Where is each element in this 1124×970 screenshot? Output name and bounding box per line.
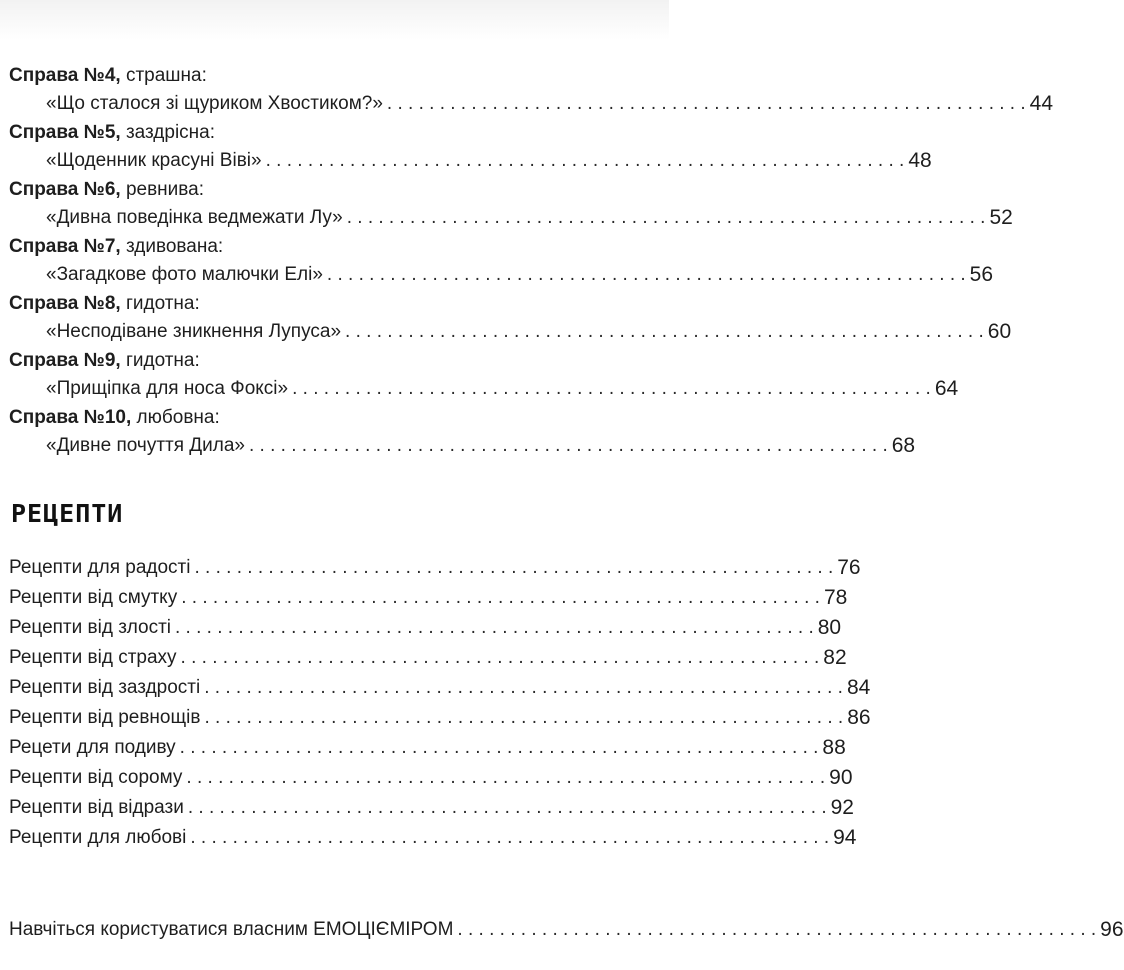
recipe-title: Рецепти від відрази bbox=[9, 797, 184, 818]
case-entry[interactable] bbox=[9, 233, 994, 290]
page-number: 94 bbox=[833, 826, 857, 849]
case-number: Справа №9, bbox=[9, 350, 121, 371]
dot-leader: . . . . . . . . . . . . . . . . . . . . . . . . . . . . . . . . . . . . . . . . . . . . . . . . . . . . . . . . . . . . . bbox=[180, 647, 820, 668]
page-number: 68 bbox=[891, 434, 916, 457]
emotion-meter-section bbox=[9, 914, 1124, 946]
recipe-entry[interactable] bbox=[9, 643, 847, 673]
page-number: 88 bbox=[822, 736, 846, 759]
emotion-meter-entry[interactable] bbox=[9, 914, 1124, 946]
case-number: Справа №6, bbox=[9, 179, 121, 200]
case-title: «Прищіпка для носа Фоксі» bbox=[46, 378, 289, 399]
page-number: 78 bbox=[823, 586, 848, 609]
case-entry[interactable] bbox=[9, 119, 932, 176]
case-mood: ревнива: bbox=[120, 179, 205, 200]
case-heading bbox=[9, 347, 654, 374]
recipe-title: Рецепти від заздрості bbox=[9, 677, 201, 698]
case-entry[interactable] bbox=[9, 290, 1012, 347]
case-heading bbox=[9, 233, 654, 260]
case-title: «Несподіване зникнення Лупуса» bbox=[46, 321, 342, 342]
case-title-line bbox=[9, 374, 959, 403]
page-number: 48 bbox=[908, 149, 932, 172]
dot-leader: . . . . . . . . . . . . . . . . . . . . . . . . . . . . . . . . . . . . . . . . . . . . . . . . . . . . . . . . . . . . . bbox=[249, 435, 888, 456]
page-number: 60 bbox=[987, 320, 1012, 343]
recipe-entry[interactable] bbox=[9, 553, 861, 583]
page-number: 90 bbox=[829, 766, 853, 789]
emotion-meter-title: Навчіться користуватися власним ЕМОЦІЄМІРОМ bbox=[9, 919, 454, 940]
page-number: 44 bbox=[1029, 92, 1054, 115]
dot-leader: . . . . . . . . . . . . . . . . . . . . . . . . . . . . . . . . . . . . . . . . . . . . . . . . . . . . . . . . . . . . . bbox=[265, 150, 905, 171]
case-entry[interactable] bbox=[9, 347, 959, 404]
recipe-title: Рецепти від ревнощів bbox=[9, 707, 201, 728]
recipes-section-heading: РЕЦЕПТИ bbox=[11, 499, 124, 528]
page-number: 80 bbox=[817, 616, 842, 639]
case-mood: здивована: bbox=[120, 236, 224, 257]
case-entry[interactable] bbox=[9, 404, 916, 461]
case-mood: любовна: bbox=[131, 407, 220, 428]
dot-leader: . . . . . . . . . . . . . . . . . . . . . . . . . . . . . . . . . . . . . . . . . . . . . . . . . . . . . . . . . . . . . bbox=[457, 919, 1097, 940]
cases-list bbox=[9, 62, 1054, 461]
case-title-line bbox=[9, 317, 1012, 346]
recipe-title: Рецети для подиву bbox=[9, 737, 176, 758]
case-number: Справа №10, bbox=[9, 407, 132, 428]
page-number: 56 bbox=[969, 263, 994, 286]
dot-leader: . . . . . . . . . . . . . . . . . . . . . . . . . . . . . . . . . . . . . . . . . . . . . . . . . . . . . . . . . . . . . bbox=[326, 264, 966, 285]
case-title-line bbox=[9, 260, 994, 289]
case-heading bbox=[9, 62, 654, 89]
case-title: «Що сталося зі щуриком Хвостиком?» bbox=[46, 93, 383, 114]
recipe-entry[interactable] bbox=[9, 583, 848, 613]
case-heading bbox=[9, 176, 654, 203]
recipe-entry[interactable] bbox=[9, 673, 871, 703]
case-title-line bbox=[9, 146, 932, 175]
dot-leader: . . . . . . . . . . . . . . . . . . . . . . . . . . . . . . . . . . . . . . . . . . . . . . . . . . . . . . . . . . . . . bbox=[186, 767, 826, 788]
page-bleed-shadow bbox=[0, 0, 669, 40]
dot-leader: . . . . . . . . . . . . . . . . . . . . . . . . . . . . . . . . . . . . . . . . . . . . . . . . . . . . . . . . . . . . . bbox=[204, 707, 844, 728]
case-entry[interactable] bbox=[9, 62, 1054, 119]
page-number: 52 bbox=[989, 206, 1013, 229]
page-number: 82 bbox=[823, 646, 847, 669]
case-title-line bbox=[9, 89, 1054, 118]
case-title-line bbox=[9, 203, 1013, 232]
page-number: 92 bbox=[830, 796, 854, 819]
case-mood: гидотна: bbox=[120, 293, 200, 314]
case-number: Справа №8, bbox=[9, 293, 121, 314]
recipe-entry[interactable] bbox=[9, 823, 857, 853]
recipe-title: Рецепти для радості bbox=[9, 557, 191, 578]
recipe-entry[interactable] bbox=[9, 703, 871, 733]
page-number: 76 bbox=[837, 556, 861, 579]
dot-leader: . . . . . . . . . . . . . . . . . . . . . . . . . . . . . . . . . . . . . . . . . . . . . . . . . . . . . . . . . . . . . bbox=[292, 378, 931, 399]
recipe-title: Рецепти від сорому bbox=[9, 767, 183, 788]
case-heading bbox=[9, 290, 654, 317]
dot-leader: . . . . . . . . . . . . . . . . . . . . . . . . . . . . . . . . . . . . . . . . . . . . . . . . . . . . . . . . . . . . . bbox=[345, 321, 984, 342]
dot-leader: . . . . . . . . . . . . . . . . . . . . . . . . . . . . . . . . . . . . . . . . . . . . . . . . . . . . . . . . . . . . . bbox=[190, 827, 830, 848]
recipe-title: Рецепти від страху bbox=[9, 647, 177, 668]
dot-leader: . . . . . . . . . . . . . . . . . . . . . . . . . . . . . . . . . . . . . . . . . . . . . . . . . . . . . . . . . . . . . bbox=[187, 797, 827, 818]
dot-leader: . . . . . . . . . . . . . . . . . . . . . . . . . . . . . . . . . . . . . . . . . . . . . . . . . . . . . . . . . . . . . bbox=[204, 677, 843, 698]
case-heading bbox=[9, 404, 654, 431]
recipe-entry[interactable] bbox=[9, 763, 853, 793]
recipe-entry[interactable] bbox=[9, 793, 854, 823]
recipe-title: Рецепти від злості bbox=[9, 617, 171, 638]
case-number: Справа №7, bbox=[9, 236, 121, 257]
dot-leader: . . . . . . . . . . . . . . . . . . . . . . . . . . . . . . . . . . . . . . . . . . . . . . . . . . . . . . . . . . . . . bbox=[181, 587, 820, 608]
recipe-entry[interactable] bbox=[9, 613, 842, 643]
case-title: «Загадкове фото малючки Елі» bbox=[46, 264, 323, 285]
dot-leader: . . . . . . . . . . . . . . . . . . . . . . . . . . . . . . . . . . . . . . . . . . . . . . . . . . . . . . . . . . . . . bbox=[346, 207, 986, 228]
recipe-entry[interactable] bbox=[9, 733, 846, 763]
case-entry[interactable] bbox=[9, 176, 1013, 233]
case-number: Справа №5, bbox=[9, 122, 121, 143]
dot-leader: . . . . . . . . . . . . . . . . . . . . . . . . . . . . . . . . . . . . . . . . . . . . . . . . . . . . . . . . . . . . . bbox=[175, 617, 814, 638]
dot-leader: . . . . . . . . . . . . . . . . . . . . . . . . . . . . . . . . . . . . . . . . . . . . . . . . . . . . . . . . . . . . . bbox=[386, 93, 1026, 114]
case-mood: страшна: bbox=[120, 65, 207, 86]
recipe-title: Рецепти для любові bbox=[9, 827, 187, 848]
case-title-line bbox=[9, 431, 916, 460]
case-mood: заздрісна: bbox=[120, 122, 216, 143]
page-number: 86 bbox=[847, 706, 871, 729]
dot-leader: . . . . . . . . . . . . . . . . . . . . . . . . . . . . . . . . . . . . . . . . . . . . . . . . . . . . . . . . . . . . . bbox=[179, 737, 819, 758]
case-title: «Дивне почуття Дила» bbox=[46, 435, 245, 456]
case-title: «Щоденник красуні Віві» bbox=[46, 150, 262, 171]
case-heading bbox=[9, 119, 654, 146]
page-number: 84 bbox=[846, 676, 871, 699]
case-title: «Дивна поведінка ведмежати Лу» bbox=[46, 207, 343, 228]
page-number: 96 bbox=[1100, 918, 1124, 941]
case-mood: гидотна: bbox=[120, 350, 200, 371]
recipes-list bbox=[9, 553, 871, 853]
page-number: 64 bbox=[934, 377, 959, 400]
dot-leader: . . . . . . . . . . . . . . . . . . . . . . . . . . . . . . . . . . . . . . . . . . . . . . . . . . . . . . . . . . . . . bbox=[194, 557, 834, 578]
recipe-title: Рецепти від смутку bbox=[9, 587, 178, 608]
case-number: Справа №4, bbox=[9, 65, 121, 86]
